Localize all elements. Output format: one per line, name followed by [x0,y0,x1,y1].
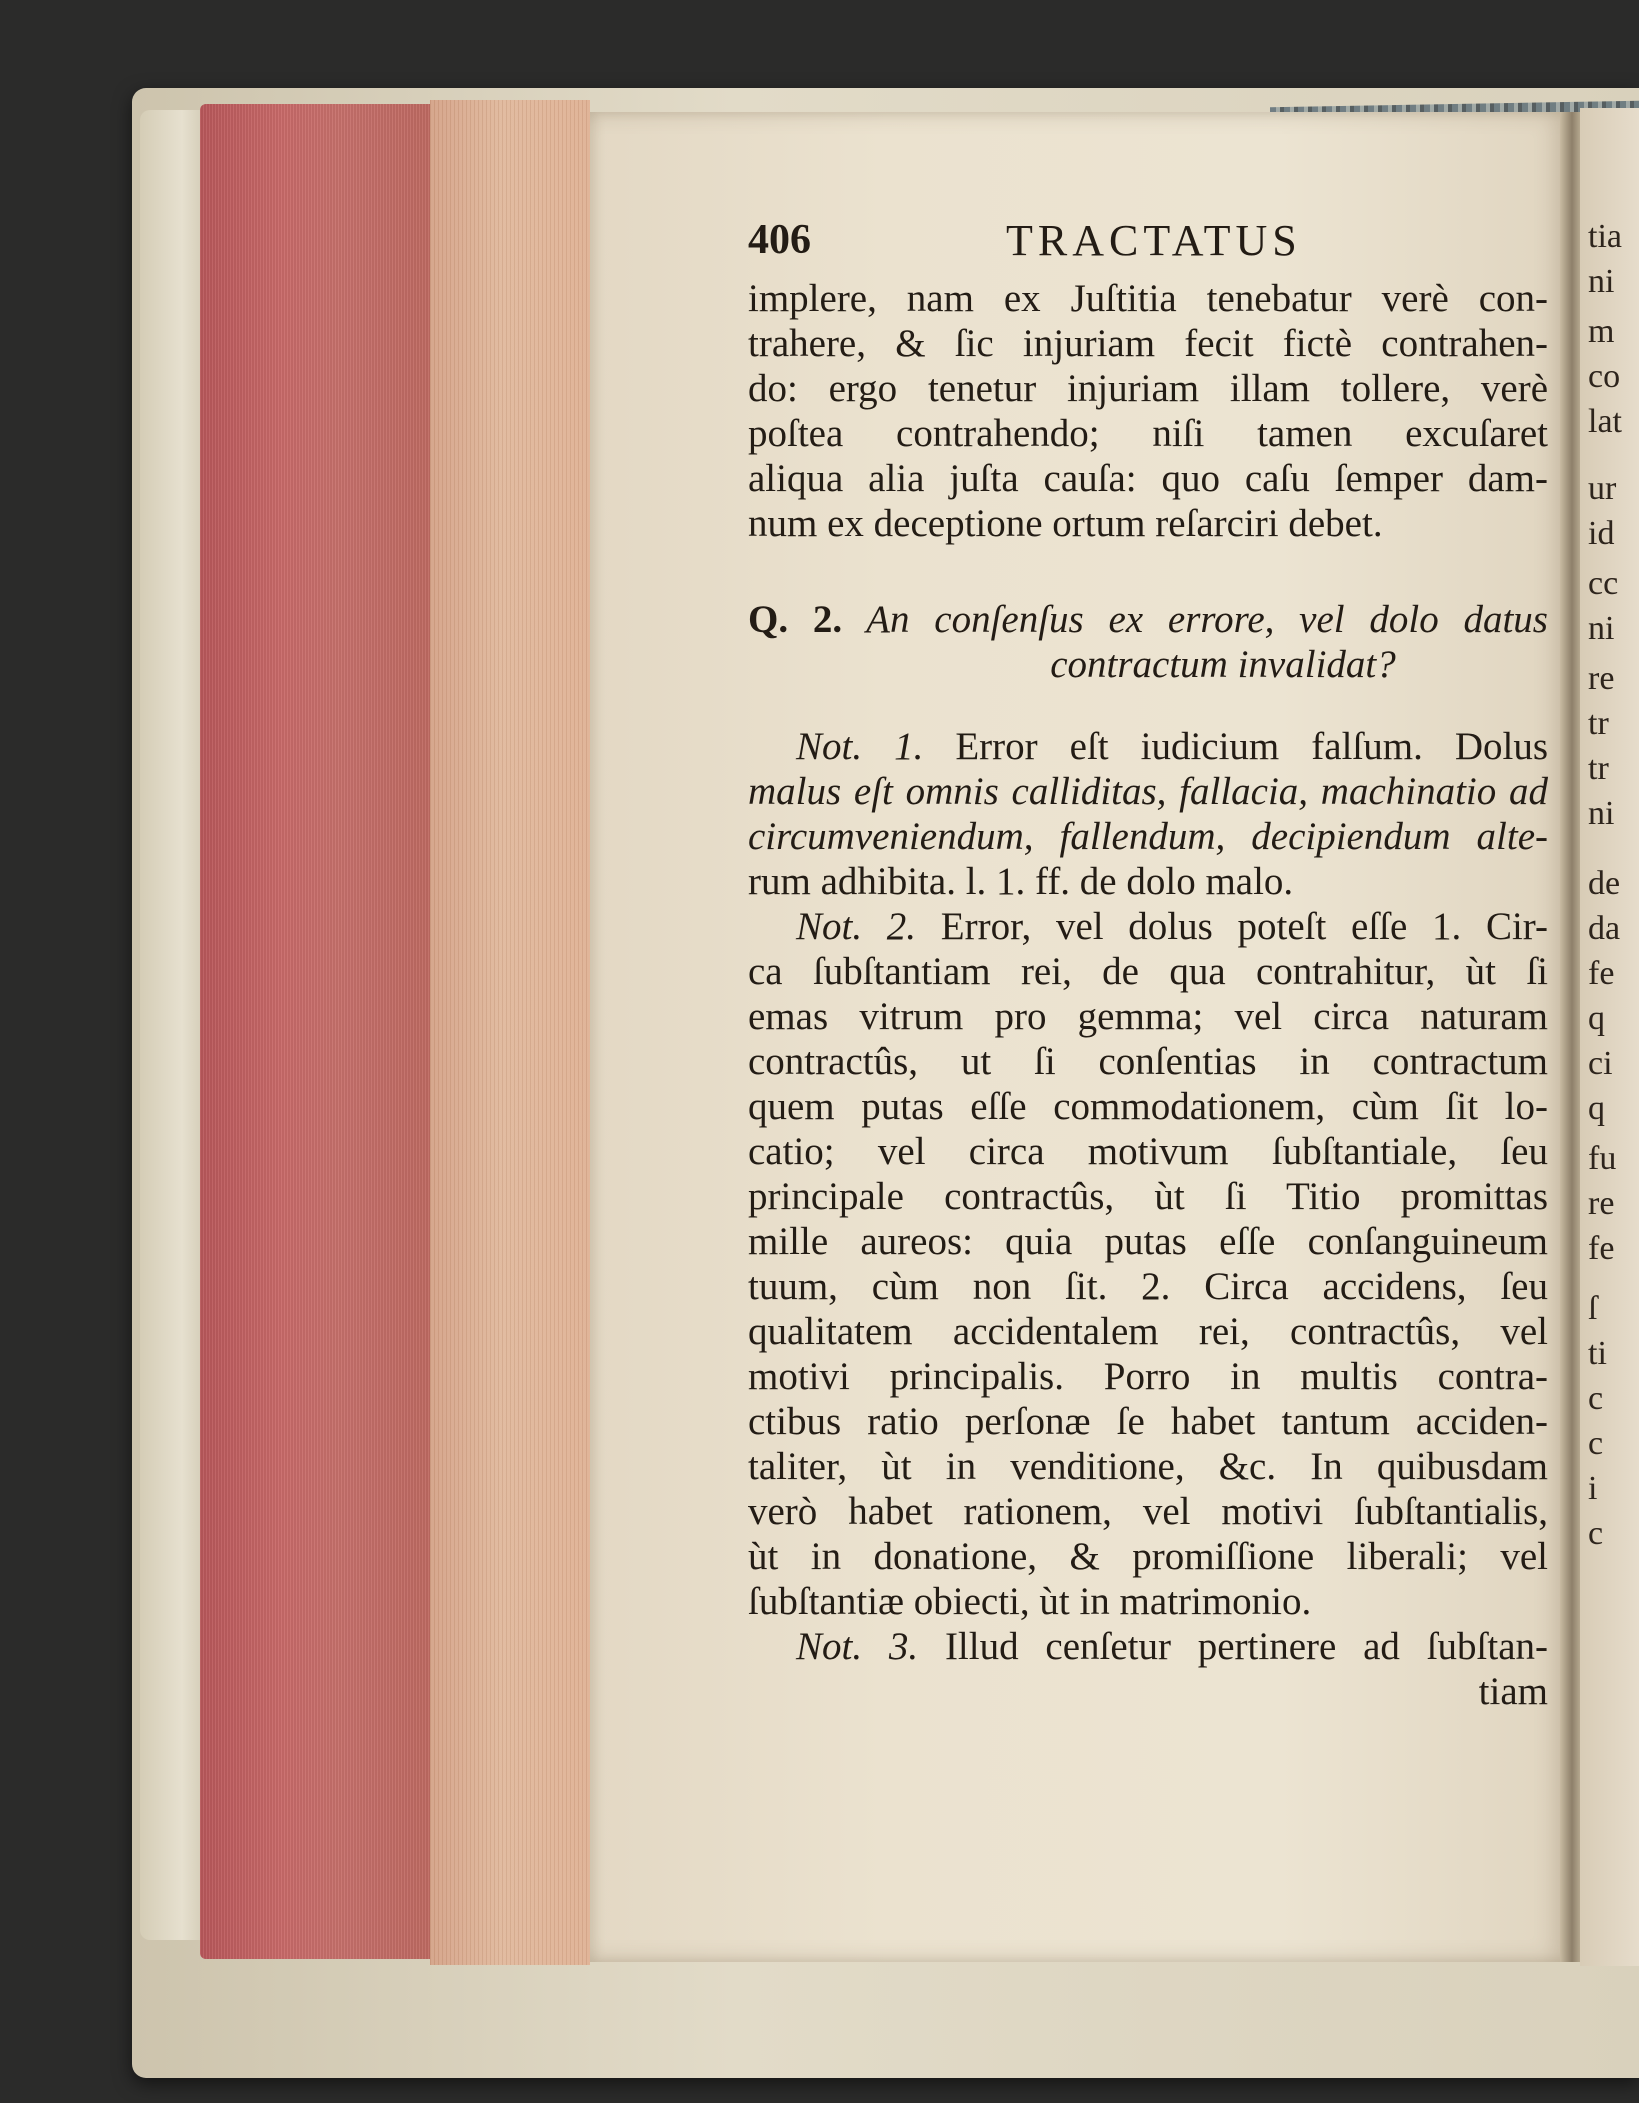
facing-page-fragment: c [1588,1515,1604,1552]
facing-page-fragment: ſ [1588,1290,1598,1327]
question-text: An conſenſus ex errore, vel dolo datus [866,598,1548,641]
facing-page-fragment: ur [1588,470,1617,507]
text-line: poſtea contrahendo; niſi tamen excuſaret [748,412,1548,455]
text-line: contractûs, ut ſi conſentias in contractum [748,1040,1548,1083]
facing-page-fragment: q [1588,1090,1605,1127]
note-label: Not. 2. [796,905,917,948]
facing-page-fragment: ni [1588,795,1615,832]
facing-page-fragment: ni [1588,263,1615,300]
facing-page-fragment: c [1588,1380,1604,1417]
gutter [1560,112,1580,1962]
text-line: rum adhibita. l. 1. ff. de dolo malo. [748,860,1294,903]
facing-page-fragment: ni [1588,610,1615,647]
facing-page-fragment: cc [1588,565,1619,602]
text-line: tuum, cùm non ſit. 2. Circa accidens, ſeu [748,1265,1548,1308]
text-line: Error eſt iudicium falſum. Dolus [955,725,1548,768]
note-label: Not. 3. [796,1625,919,1668]
text-line: Illud cenſetur pertinere ad ſubſtan- [944,1625,1549,1668]
facing-page [1580,108,1639,1966]
text-line: malus eſt omnis calliditas, fallacia, machinatio ad [748,770,1548,813]
text-line: num ex deceptione ortum reſarciri debet. [748,502,1383,545]
text-line: principale contractûs, ùt ſi Titio promittas [748,1175,1548,1218]
text-line: quem putas eſſe commodationem, cùm ſit lo- [748,1085,1548,1128]
page-header [748,210,1548,276]
text-line: do: ergo tenetur injuriam illam tollere, verè [748,367,1548,410]
text-line: ca ſubſtantiam rei, de qua contrahitur, ùt ſi [748,950,1548,993]
facing-page-fragment: id [1588,515,1615,552]
facing-page-fragment: de [1588,865,1621,902]
question-label: Q. 2. [748,598,843,641]
text-line: taliter, ùt in venditione, &c. In quibusdam [748,1445,1548,1488]
page-block-edge [430,100,590,1965]
facing-page-fragment: m [1588,313,1615,350]
page-number: 406 [748,217,811,263]
note-2 [748,904,1548,1624]
text-line: motivi principalis. Porro in multis contra- [748,1355,1548,1398]
text-line: ſubſtantiæ obiecti, ùt in matrimonio. [748,1580,1312,1623]
red-page-edge [200,104,430,1959]
text-line: Error, vel dolus poteſt eſſe 1. Cir- [940,905,1549,948]
facing-page-fragment: tr [1588,750,1609,787]
catchword: tiam [1478,1670,1548,1713]
text-line: mille aureos: quia putas eſſe conſanguineum [748,1220,1548,1263]
paragraph-1 [748,276,1548,546]
facing-page-fragment: re [1588,660,1615,697]
facing-page-fragment: fe [1588,955,1615,992]
running-head: TRACTATUS [1006,216,1302,265]
text-line: verò habet rationem, vel motivi ſubſtantialis, [748,1490,1548,1533]
facing-page-fragment: re [1588,1185,1615,1222]
note-1 [748,724,1548,904]
facing-page-fragment: tr [1588,705,1609,742]
facing-page-fragment: lat [1588,403,1622,440]
page-text-block [748,210,1548,1714]
facing-page-fragment: c [1588,1425,1604,1462]
text-line: ùt in donatione, & promiſſione liberali; vel [748,1535,1548,1578]
text-line: emas vitrum pro gemma; vel circa naturam [748,995,1548,1038]
facing-page-fragment: ti [1588,1335,1607,1372]
facing-page-fragment: co [1588,358,1621,395]
facing-page-fragment: tia [1588,218,1622,255]
question-text-2: contractum invalidat? [1050,643,1396,686]
text-line: qualitatem accidentalem rei, contractûs, vel [748,1310,1548,1353]
facing-page-fragment: da [1588,910,1621,947]
facing-page-fragment: i [1588,1470,1598,1507]
facing-page-fragment: fe [1588,1230,1615,1267]
note-label: Not. 1. [796,725,924,768]
text-line: implere, nam ex Juſtitia tenebatur verè con- [748,277,1548,320]
text-line: ctibus ratio perſonæ ſe habet tantum acciden- [748,1400,1548,1443]
facing-page-fragment: q [1588,1000,1605,1037]
note-3 [748,1624,1548,1714]
question-heading [748,596,1548,686]
text-line: circumveniendum, fallendum, decipiendum alte- [748,815,1548,858]
text-line: trahere, & ſic injuriam fecit fictè contrahen- [748,322,1548,365]
text-line: catio; vel circa motivum ſubſtantiale, ſeu [748,1130,1548,1173]
facing-page-fragment: fu [1588,1140,1617,1177]
text-line: aliqua alia juſta cauſa: quo caſu ſemper dam- [748,457,1548,500]
facing-page-fragment: ci [1588,1045,1613,1082]
